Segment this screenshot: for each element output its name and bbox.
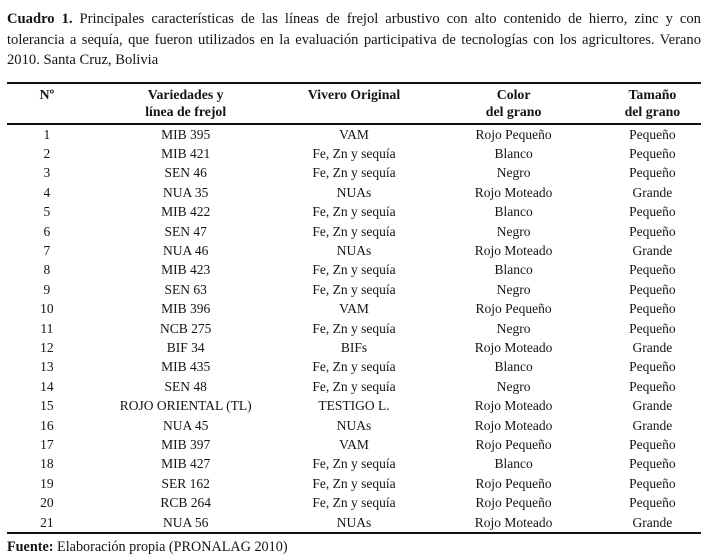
table-cell: 9 xyxy=(43,281,51,297)
table-cell: NCB 275 xyxy=(159,320,212,336)
table-cell: Negro xyxy=(496,378,531,394)
header-line: Variedades y xyxy=(147,86,224,102)
table-cell: Rojo Moteado xyxy=(474,339,553,355)
table-cell: TESTIGO L. xyxy=(318,398,390,414)
source-note xyxy=(7,538,701,556)
table-cell: Blanco xyxy=(494,456,533,472)
table-row xyxy=(7,357,701,376)
table-row xyxy=(7,513,701,533)
table-row xyxy=(7,338,701,357)
table-cell: VAM xyxy=(339,437,369,452)
table-row xyxy=(7,299,701,318)
table-row xyxy=(7,222,701,241)
col-header-color xyxy=(423,83,603,124)
table-cell: 21 xyxy=(40,514,54,530)
table-row xyxy=(7,435,701,454)
table-row xyxy=(7,474,701,493)
table-cell: Fe, Zn y sequía xyxy=(312,223,396,239)
header-line: Color xyxy=(496,86,531,102)
table-cell: Pequeño xyxy=(629,359,676,375)
table-cell: Pequeño xyxy=(629,320,676,336)
table-cell: MIB 422 xyxy=(161,204,211,220)
table-cell: Negro xyxy=(496,165,531,181)
table-cell: SEN 63 xyxy=(164,281,207,297)
table-row xyxy=(7,183,701,202)
table-cell: VAM xyxy=(339,301,369,317)
table-cell: SEN 47 xyxy=(164,223,207,239)
table-cell: Blanco xyxy=(494,145,533,161)
table-cell: Fe, Zn y sequía xyxy=(312,204,396,220)
table-cell: Grande xyxy=(632,398,673,414)
table-cell: Blanco xyxy=(494,359,533,375)
table-cell: Fe, Zn y sequía xyxy=(312,165,396,181)
header-line: del grano xyxy=(485,103,542,119)
table-cell: Rojo Moteado xyxy=(474,242,553,258)
table-cell: SEN 48 xyxy=(164,378,207,394)
caption-text: Principales características de las líneas de frejol arbustivo con alto contenido de hierro, zinc y con tolerancia a sequía, que fueron utilizados en la evaluación participativa de tecnologías con los agricultores. Verano 2010. Santa Cruz, Bolivia xyxy=(7,11,701,68)
table-cell: Pequeño xyxy=(629,204,676,220)
table-cell: 14 xyxy=(40,378,54,394)
table-cell: 19 xyxy=(40,475,54,491)
table-cell: MIB 421 xyxy=(161,145,211,161)
table-cell: 3 xyxy=(43,165,51,181)
table-cell: 10 xyxy=(40,301,54,317)
table-cell: Pequeño xyxy=(629,126,676,142)
table-cell: Rojo Moteado xyxy=(474,514,553,530)
table-cell: Pequeño xyxy=(629,281,676,297)
table-cell: NUAs xyxy=(336,514,372,530)
table-cell: BIF 34 xyxy=(166,339,205,355)
table-cell: Grande xyxy=(632,339,673,355)
table-cell: 16 xyxy=(40,417,54,433)
table-header xyxy=(7,83,701,124)
table-cell: Rojo Pequeño xyxy=(475,495,552,511)
table-cell: Grande xyxy=(632,242,673,258)
table-cell: Blanco xyxy=(494,262,533,278)
table-cell: Pequeño xyxy=(629,437,676,452)
table-cell: NUA 45 xyxy=(162,417,209,433)
table-row xyxy=(7,280,701,299)
table-cell: Fe, Zn y sequía xyxy=(312,145,396,161)
table-cell: MIB 395 xyxy=(161,126,211,142)
table-caption xyxy=(7,9,701,71)
table-cell: 12 xyxy=(40,339,54,355)
table-cell: Pequeño xyxy=(629,301,676,317)
table-cell: SEN 46 xyxy=(164,165,207,181)
table-row xyxy=(7,202,701,221)
table-row xyxy=(7,319,701,338)
table-cell: Negro xyxy=(496,320,531,336)
page xyxy=(7,0,701,556)
table-row xyxy=(7,260,701,279)
table-cell: SER 162 xyxy=(161,475,210,491)
table-cell: 18 xyxy=(40,456,54,472)
table-row xyxy=(7,416,701,435)
header-line: línea de frejol xyxy=(145,103,227,119)
table-cell: Pequeño xyxy=(629,456,676,472)
table-row xyxy=(7,124,701,144)
table-cell: VAM xyxy=(339,126,369,142)
table-cell: Rojo Pequeño xyxy=(475,475,552,491)
table-row xyxy=(7,241,701,260)
table-cell: 20 xyxy=(40,495,54,511)
table-cell: BIFs xyxy=(340,339,368,355)
table-row xyxy=(7,396,701,415)
table-cell: Pequeño xyxy=(629,262,676,278)
table-cell: MIB 396 xyxy=(161,301,211,317)
header-line: del grano xyxy=(624,103,681,119)
table-cell: NUA 56 xyxy=(162,514,209,530)
table-cell: Fe, Zn y sequía xyxy=(312,378,396,394)
table-cell: Fe, Zn y sequía xyxy=(312,262,396,278)
table-row xyxy=(7,377,701,396)
table-row xyxy=(7,144,701,163)
table-cell: NUA 35 xyxy=(162,184,209,200)
table-cell: 5 xyxy=(43,204,51,220)
table-cell: NUAs xyxy=(336,417,372,433)
table-cell: 2 xyxy=(43,145,51,161)
table-cell: Pequeño xyxy=(629,378,676,394)
source-text: Elaboración propia (PRONALAG 2010) xyxy=(53,539,288,556)
table-cell: Rojo Moteado xyxy=(474,184,553,200)
table-cell: Pequeño xyxy=(629,475,676,491)
header-line: Vivero Original xyxy=(307,86,401,102)
table-cell: Rojo Moteado xyxy=(474,398,553,414)
table-cell: MIB 427 xyxy=(161,456,211,472)
table-cell: Rojo Pequeño xyxy=(475,301,552,317)
table-cell: 13 xyxy=(40,359,54,375)
table-cell: 17 xyxy=(40,437,54,452)
table-cell: Grande xyxy=(632,514,673,530)
table-cell: Pequeño xyxy=(629,495,676,511)
table-cell: MIB 423 xyxy=(161,262,211,278)
table-cell: RCB 264 xyxy=(160,495,211,511)
table-cell: NUAs xyxy=(336,184,372,200)
table-cell: Fe, Zn y sequía xyxy=(312,359,396,375)
table-cell: 11 xyxy=(40,320,54,336)
col-header-tamano xyxy=(604,83,701,124)
table-cell: Rojo Pequeño xyxy=(475,437,552,452)
table-cell: Blanco xyxy=(494,204,533,220)
table-cell: MIB 435 xyxy=(161,359,211,375)
table-cell: Fe, Zn y sequía xyxy=(312,475,396,491)
table-row xyxy=(7,454,701,473)
table-cell: Rojo Pequeño xyxy=(475,126,552,142)
table-cell: 7 xyxy=(43,242,51,258)
caption-label: Cuadro 1. xyxy=(7,11,73,27)
table-cell: Fe, Zn y sequía xyxy=(312,495,396,511)
table-cell: Fe, Zn y sequía xyxy=(312,281,396,297)
col-header-vivero xyxy=(285,83,424,124)
table-row xyxy=(7,163,701,182)
col-header-variedades xyxy=(87,83,285,124)
table-cell: MIB 397 xyxy=(161,437,211,452)
table-cell: Negro xyxy=(496,281,531,297)
col-header-numero xyxy=(7,83,87,124)
table-cell: Fe, Zn y sequía xyxy=(312,320,396,336)
table-cell: Negro xyxy=(496,223,531,239)
header-line: Nº xyxy=(39,86,55,102)
table-cell: ROJO ORIENTAL (TL) xyxy=(119,398,252,414)
table-cell: Pequeño xyxy=(629,145,676,161)
header-row xyxy=(7,83,701,124)
table-cell: NUA 46 xyxy=(162,242,209,258)
table-cell: 8 xyxy=(43,262,51,278)
frejol-lines-table xyxy=(7,82,701,535)
table-cell: Grande xyxy=(632,417,673,433)
table-cell: Grande xyxy=(632,184,673,200)
source-label: Fuente: xyxy=(7,539,54,556)
table-cell: 1 xyxy=(43,126,51,142)
table-cell: 15 xyxy=(40,398,54,414)
table-cell: Fe, Zn y sequía xyxy=(312,456,396,472)
table-cell: Pequeño xyxy=(629,165,676,181)
table-cell: Rojo Moteado xyxy=(474,417,553,433)
table-row xyxy=(7,493,701,512)
header-line: Tamaño xyxy=(628,86,677,102)
table-cell: 6 xyxy=(43,223,51,239)
table-cell: NUAs xyxy=(336,242,372,258)
table-cell: 4 xyxy=(43,184,51,200)
table-cell: Pequeño xyxy=(629,223,676,239)
table-body xyxy=(7,124,701,534)
